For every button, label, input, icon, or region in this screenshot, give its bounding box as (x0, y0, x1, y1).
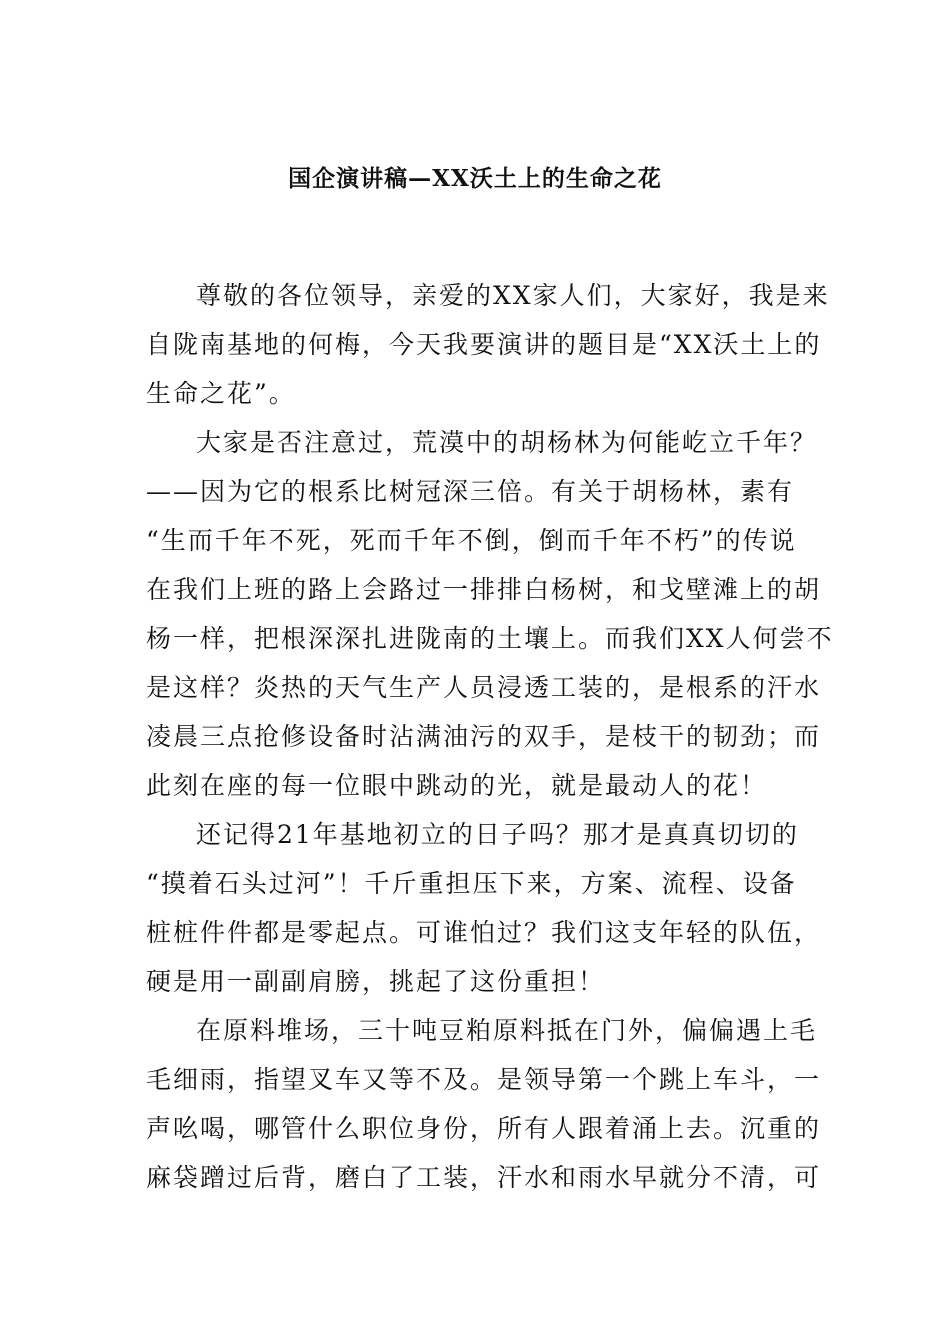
text-line: 还记得21年基地初立的日子吗？那才是真真切切的 (196, 820, 799, 849)
text-line: 大家是否注意过，荒漠中的胡杨林为何能屹立千年？ (196, 428, 818, 457)
text-line: 自陇南基地的何梅，今天我要演讲的题目是“XX沃土上的 (146, 330, 822, 359)
text-line: 此刻在座的每一位眼中跳动的光，就是最动人的花！ (146, 771, 768, 800)
text-line: ——因为它的根系比树冠深三倍。有关于胡杨林，素有 (146, 477, 795, 506)
text-line: 在我们上班的路上会路过一排排白杨树，和戈壁滩上的胡 (146, 575, 822, 604)
paragraph-2 (146, 418, 834, 810)
document-body (146, 271, 834, 1202)
paragraph-3 (146, 810, 822, 1006)
text-line: 毛细雨，指望叉车又等不及。是领导第一个跳上车斗，一 (146, 1065, 822, 1094)
text-line: 麻袋蹭过后背，磨白了工装，汗水和雨水早就分不清，可 (146, 1163, 822, 1192)
text-line: “摸着石头过河”！千斤重担压下来，方案、流程、设备 (146, 869, 797, 898)
text-line: 生命之花”。 (146, 379, 296, 408)
paragraph-4 (146, 1006, 822, 1202)
text-line: 尊敬的各位领导，亲爱的XX家人们，大家好，我是来 (196, 281, 830, 310)
paragraph-1 (146, 271, 830, 418)
text-line: 凌晨三点抢修设备时沾满油污的双手，是枝干的韧劲；而 (146, 722, 822, 751)
text-line: 硬是用一副副肩膀，挑起了这份重担！ (146, 967, 606, 996)
text-line: 是这样？炎热的天气生产人员浸透工装的，是根系的汗水 (146, 673, 822, 702)
text-line: “生而千年不死，死而千年不倒，倒而千年不朽”的传说 (146, 526, 797, 555)
text-line: 声吆喝，哪管什么职位身份，所有人跟着涌上去。沉重的 (146, 1114, 822, 1143)
document-title: 国企演讲稿—XX沃土上的生命之花 (288, 165, 662, 192)
text-line: 杨一样，把根深深扎进陇南的土壤上。而我们XX人何尝不 (146, 624, 834, 653)
text-line: 桩桩件件都是零起点。可谁怕过？我们这支年轻的队伍， (146, 918, 822, 947)
text-line: 在原料堆场，三十吨豆粕原料抵在门外，偏偏遇上毛 (196, 1016, 818, 1045)
